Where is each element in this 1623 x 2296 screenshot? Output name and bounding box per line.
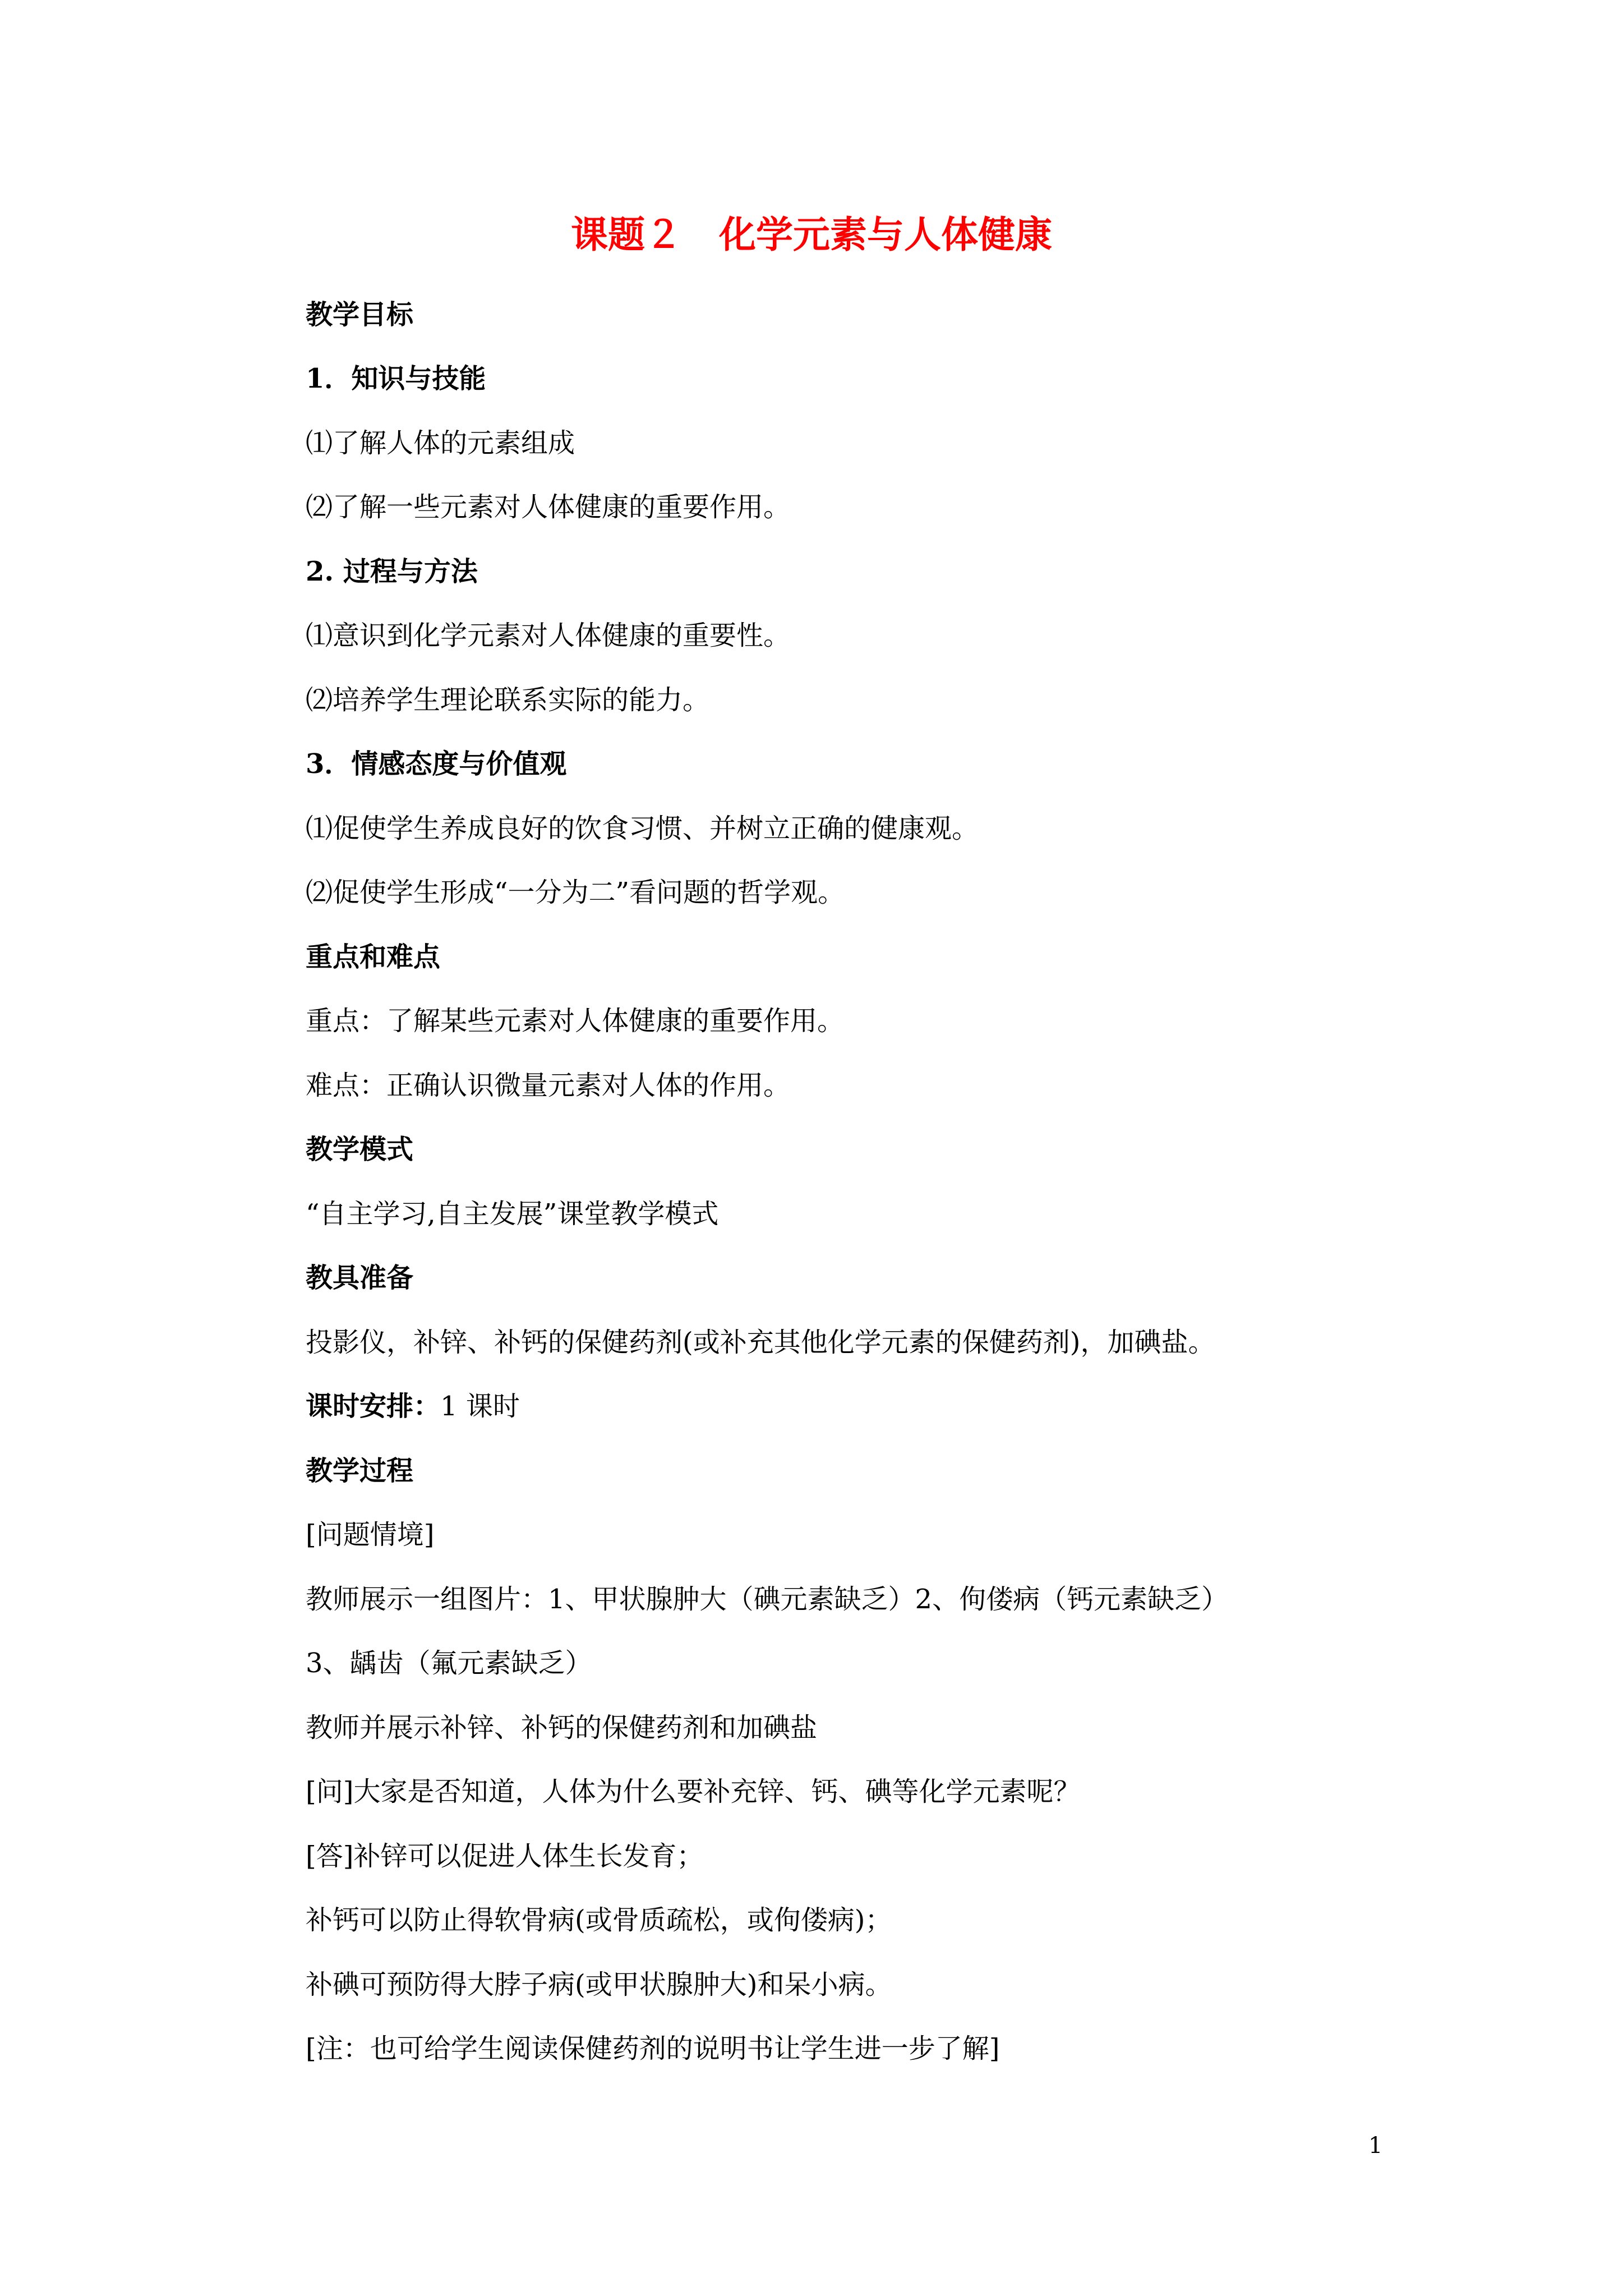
line-27: [注：也可给学生阅读保健药剂的说明书让学生进一步了解]	[306, 2033, 1000, 2064]
line-0: 教学目标	[306, 299, 414, 330]
line-16: 投影仪，补锌、补钙的保健药剂(或补充其他化学元素的保健药剂)，加碘盐。	[306, 1327, 1215, 1358]
line-21: 3、龋齿（氟元素缺乏）	[306, 1648, 592, 1679]
line-12: 难点：正确认识微量元素对人体的作用。	[306, 1070, 791, 1101]
line-20: 教师展示一组图片：1、甲状腺肿大（碘元素缺乏）2、佝偻病（钙元素缺乏）	[306, 1584, 1229, 1615]
line-1: 1．知识与技能	[306, 363, 486, 394]
line-10: 重点和难点	[306, 941, 441, 973]
line-19: [问题情境]	[306, 1519, 435, 1550]
line-2: ⑴了解人体的元素组成	[306, 427, 575, 459]
line-17	[306, 1393, 520, 1420]
line-13: 教学模式	[306, 1134, 414, 1165]
line-6: ⑵培养学生理论联系实际的能力。	[306, 684, 710, 716]
line-23: [问]大家是否知道，人体为什么要补充锌、钙、碘等化学元素呢？	[306, 1776, 1081, 1807]
line-11: 重点：了解某些元素对人体健康的重要作用。	[306, 1005, 845, 1037]
line-5: ⑴意识到化学元素对人体健康的重要性。	[306, 620, 791, 651]
line-14: “自主学习,自主发展”课堂教学模式	[306, 1198, 719, 1230]
line-7: 3．情感态度与价值观	[306, 748, 567, 780]
line-9: ⑵促使学生形成“一分为二”看问题的哲学观。	[306, 877, 845, 908]
line-4: 2. 过程与方法	[306, 556, 478, 587]
page-title: 课题２ 化学元素与人体健康	[571, 213, 1052, 256]
line-15: 教具准备	[306, 1262, 414, 1294]
page-number: 1	[1368, 2133, 1383, 2159]
class-hours-value: 1 课时	[440, 1391, 520, 1422]
line-18: 教学过程	[306, 1455, 414, 1487]
line-26: 补碘可预防得大脖子病(或甲状腺肿大)和呆小病。	[306, 1969, 892, 2000]
class-hours-label: 课时安排：	[306, 1391, 441, 1422]
line-25: 补钙可以防止得软骨病(或骨质疏松，或佝偻病)；	[306, 1904, 892, 1936]
line-24: [答]补锌可以促进人体生长发育；	[306, 1841, 704, 1872]
line-22: 教师并展示补锌、补钙的保健药剂和加碘盐	[306, 1712, 818, 1743]
line-3: ⑵了解一些元素对人体健康的重要作用。	[306, 491, 791, 523]
line-8: ⑴促使学生养成良好的饮食习惯、并树立正确的健康观。	[306, 813, 979, 844]
